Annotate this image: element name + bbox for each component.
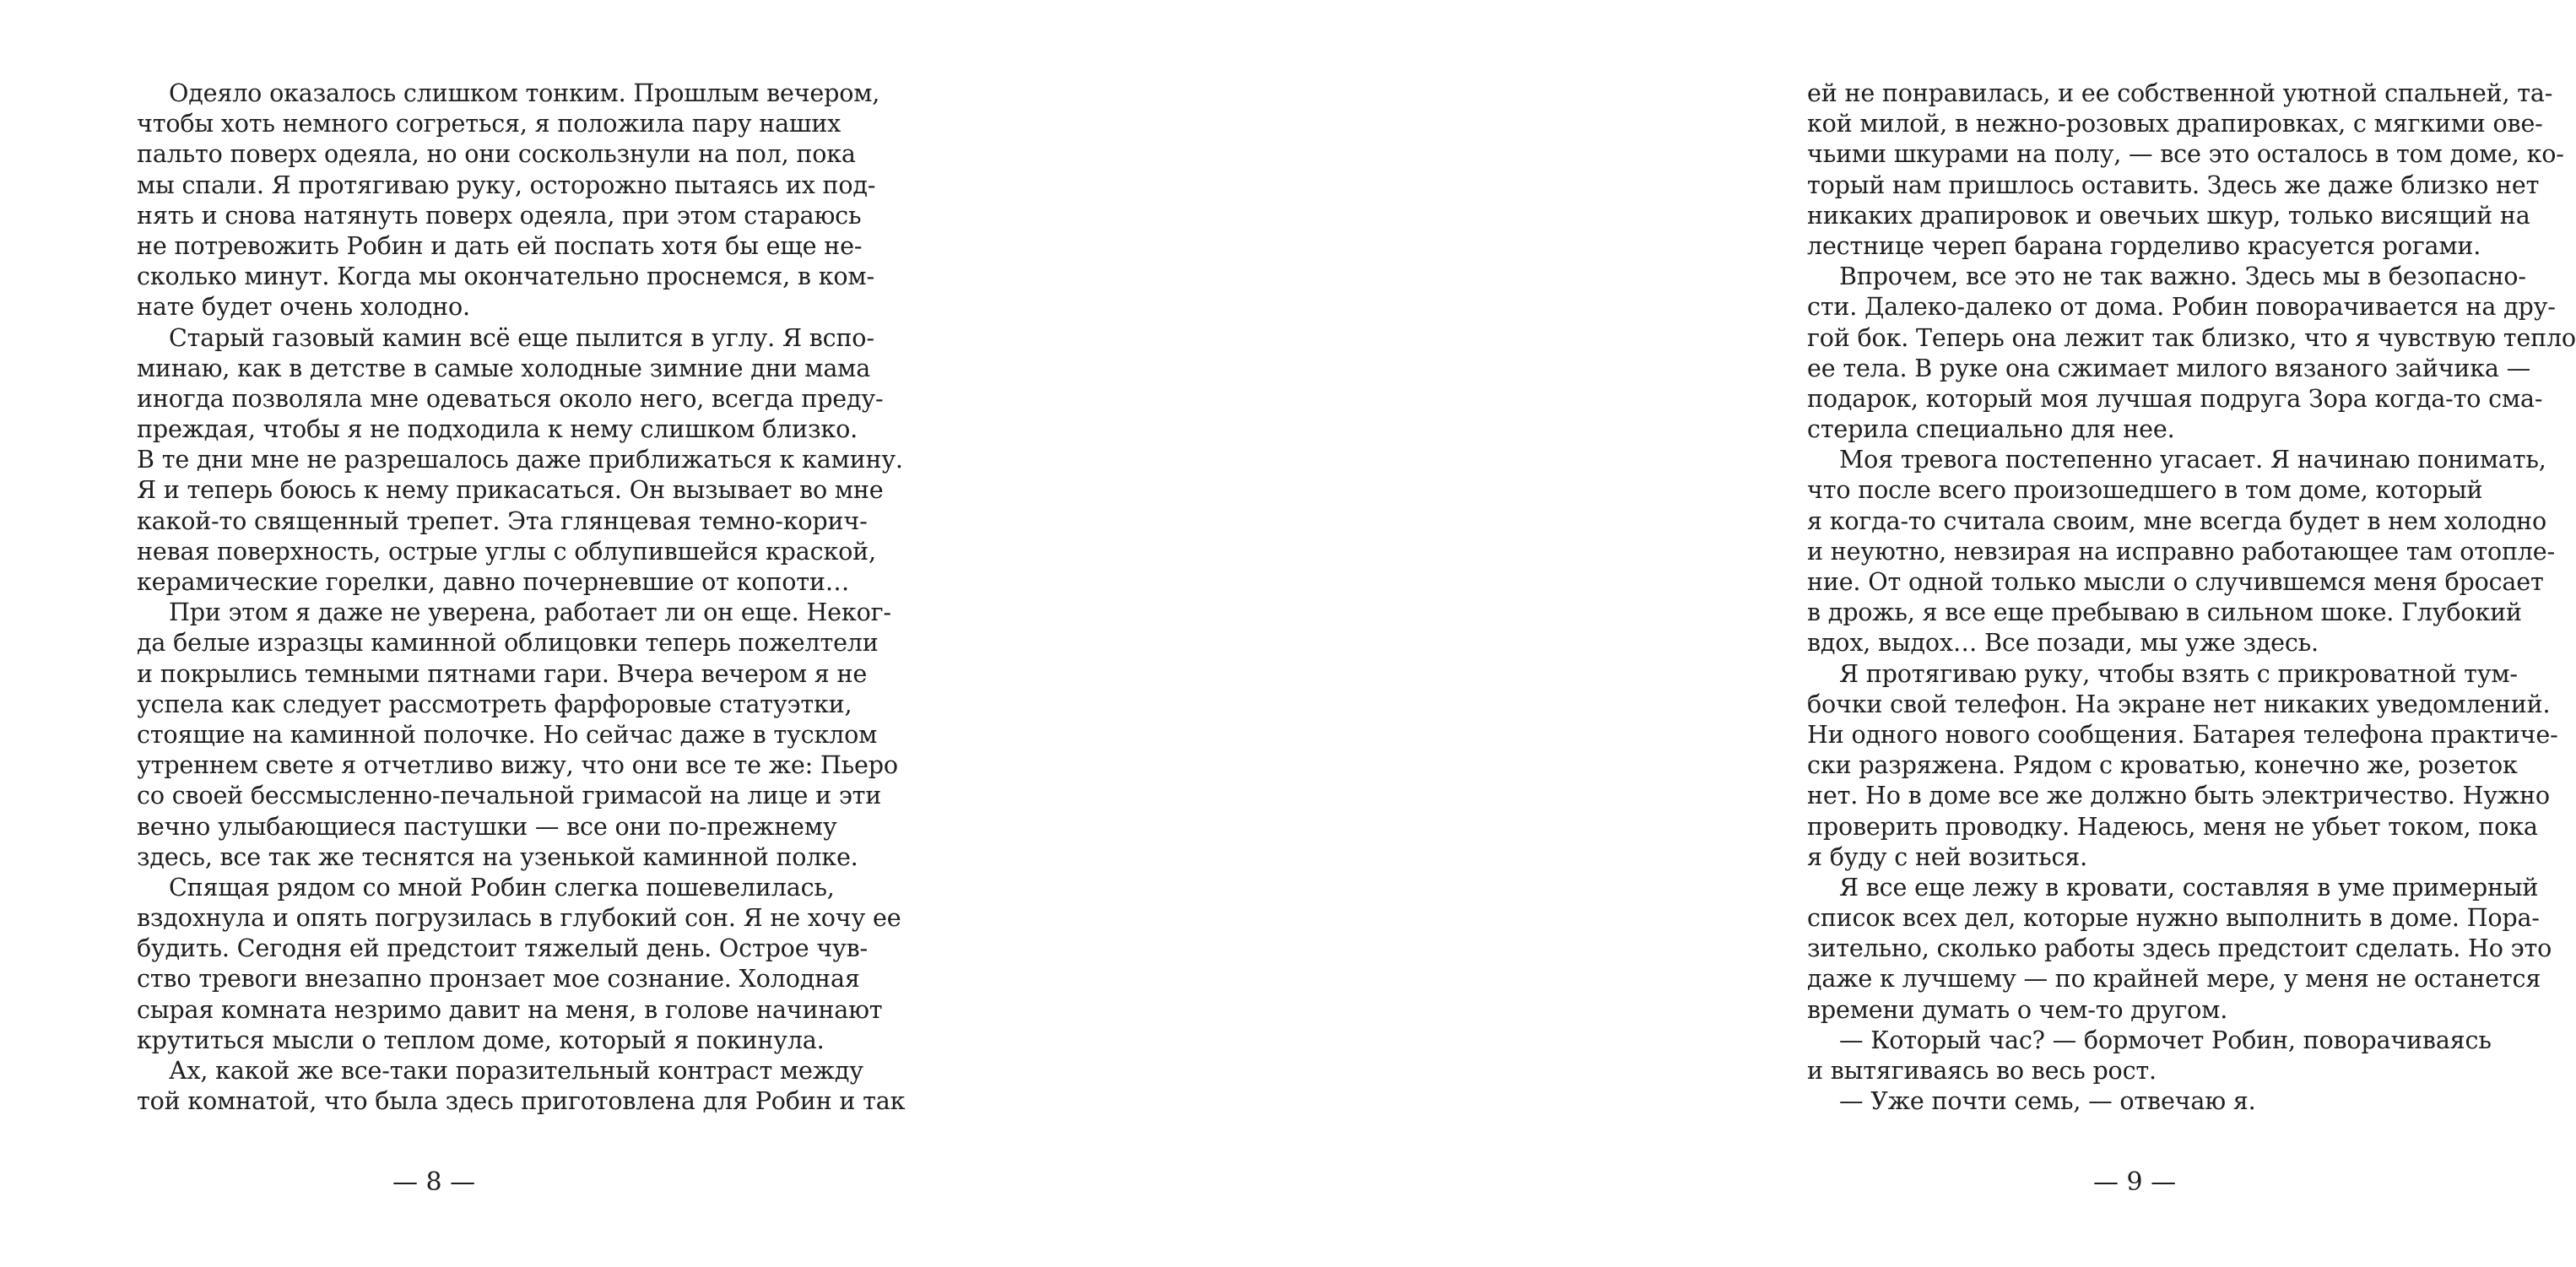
text-line: гой бок. Теперь она лежит так близко, что я чувствую тепло — [1807, 322, 2576, 352]
text-line: со своей бессмысленно-печальной гримасой на лице и эти — [137, 781, 882, 810]
text-line: Моя тревога постепенно угасает. Я начинаю понимать, — [1839, 445, 2546, 474]
text-line: я когда-то считала своим, мне всегда будет в нем холодно — [1807, 506, 2547, 535]
text-line: успела как следует рассмотреть фарфоровые статуэтки, — [137, 689, 852, 718]
text-line: проверить проводку. Надеюсь, меня не убьет током, пока — [1807, 811, 2538, 841]
text-line: ее тела. В руке она сжимает милого вязаного зайчика — — [1807, 353, 2531, 382]
text-line: Одеяло оказалось слишком тонким. Прошлым вечером, — [169, 79, 880, 107]
text-line: При этом я даже не уверена, работает ли он еще. Неког- — [169, 598, 891, 627]
text-line: я буду с ней возиться. — [1807, 842, 2088, 871]
text-line: будить. Сегодня ей предстоит тяжелый день. Острое чув- — [137, 934, 869, 963]
text-line: стерила специально для нее. — [1807, 414, 2175, 444]
text-line: вздохнула и опять погрузилась в глубокий сон. Я не хочу ее — [137, 903, 901, 933]
text-line: нять и снова натянуть поверх одеяла, при этом стараюсь — [137, 200, 862, 230]
text-line: сырая комната незримо давит на меня, в голове начинают — [137, 994, 883, 1024]
text-line: нате будет очень холодно. — [137, 292, 470, 322]
text-line: мы спали. Я протягиваю руку, осторожно пытаясь их под- — [137, 170, 876, 199]
text-line: ски разряжена. Рядом с кроватью, конечно же, розеток — [1807, 750, 2518, 780]
text-line: ние. От одной только мысли о случившемся меня бросает — [1807, 567, 2544, 596]
text-line: никаких драпировок и овечьих шкур, только висящий на — [1807, 200, 2530, 230]
text-line: Старый газовый камин всё еще пылится в углу. Я вспо- — [169, 322, 874, 352]
text-line: Я все еще лежу в кровати, составляя в уме примерный — [1839, 872, 2539, 902]
text-line: стоящие на каминной полочке. Но сейчас даже в тусклом — [137, 719, 878, 749]
text-line: нет. Но в доме все же должно быть электричество. Нужно — [1807, 781, 2550, 810]
left-page-number: — 8 — — [392, 1167, 476, 1197]
right-page-text — [1807, 78, 2576, 1116]
text-line: Ах, какой же все-таки поразительный контраст между — [169, 1056, 863, 1085]
text-line: Впрочем, все это не так важно. Здесь мы в безопасно- — [1839, 262, 2526, 291]
text-line: и неуютно, невзирая на исправно работающее там отопле- — [1807, 536, 2555, 566]
text-line: времени думать о чем-то другом. — [1807, 994, 2228, 1024]
text-line: подарок, который моя лучшая подруга Зора когда-то сма- — [1807, 383, 2543, 413]
right-page — [844, 0, 2576, 1267]
text-line: ей не понравилась, и ее собственной уютной спальней, та- — [1807, 79, 2553, 107]
text-line: иногда позволяла мне одеваться около него, всегда преду- — [137, 383, 884, 413]
text-line: — Который час? — бормочет Робин, поворачиваясь — [1839, 1025, 2492, 1054]
text-line: той комнатой, что была здесь приготовлена для Робин и так — [137, 1086, 906, 1116]
text-line: сколько минут. Когда мы окончательно проснемся, в ком- — [137, 262, 874, 291]
right-page-number: — 9 — — [2093, 1167, 2177, 1197]
text-line: Я протягиваю руку, чтобы взять с прикроватной тум- — [1839, 658, 2518, 688]
text-line: чтобы хоть немного согреться, я положила пару наших — [137, 109, 842, 138]
text-line: список всех дел, которые нужно выполнить в доме. Пора- — [1807, 903, 2540, 933]
text-line: невая поверхность, острые углы с облупившейся краской, — [137, 536, 876, 566]
text-line: Ни одного нового сообщения. Батарея телефона практиче- — [1807, 719, 2558, 749]
text-line: вечно улыбающиеся пастушки — все они по-прежнему — [137, 811, 837, 841]
text-line: вдох, выдох… Все позади, мы уже здесь. — [1807, 628, 2319, 658]
text-line: не потревожить Робин и дать ей поспать хотя бы еще не- — [137, 230, 863, 260]
text-line: торый нам пришлось оставить. Здесь же даже близко нет — [1807, 170, 2540, 199]
text-line: лестнице череп барана горделиво красуется рогами. — [1807, 230, 2481, 260]
text-line: чьими шкурами на полу, — все это осталось в том доме, ко- — [1807, 139, 2564, 169]
text-line: Я и теперь боюсь к нему прикасаться. Он вызывает во мне — [137, 475, 884, 505]
text-line: ство тревоги внезапно пронзает мое сознание. Холодная — [137, 964, 860, 994]
text-line: даже к лучшему — по крайней мере, у меня не останется — [1807, 964, 2541, 994]
text-line: здесь, все так же теснятся на узенькой каминной полке. — [137, 842, 858, 871]
left-page-text — [137, 78, 906, 1116]
text-line: пальто поверх одеяла, но они соскользнули на пол, пока — [137, 139, 856, 169]
text-line: В те дни мне не разрешалось даже приближаться к камину. — [137, 445, 903, 474]
text-line: что после всего произошедшего в том доме, который — [1807, 475, 2483, 505]
text-line: сти. Далеко-далеко от дома. Робин поворачивается на дру- — [1807, 292, 2556, 322]
text-line: крутиться мысли о теплом доме, который я покинула. — [137, 1025, 825, 1054]
text-line: бочки свой телефон. На экране нет никаких уведомлений. — [1807, 689, 2551, 718]
text-line: минаю, как в детстве в самые холодные зимние дни мама — [137, 353, 871, 382]
text-line: кой милой, в нежно-розовых драпировках, с мягкими ове- — [1807, 109, 2543, 138]
left-page — [0, 0, 906, 1267]
text-line: Спящая рядом со мной Робин слегка пошевелилась, — [169, 872, 835, 902]
text-line: керамические горелки, давно почерневшие от копоти… — [137, 567, 850, 596]
text-line: — Уже почти семь, — отвечаю я. — [1839, 1086, 2256, 1116]
text-line: и вытягиваясь во весь рост. — [1807, 1056, 2157, 1085]
text-line: да белые изразцы каминной облицовки теперь пожелтели — [137, 628, 879, 658]
text-line: преждая, чтобы я не подходила к нему слишком близко. — [137, 414, 858, 444]
text-line: и покрылись темными пятнами гари. Вчера вечером я не — [137, 658, 868, 688]
text-line: зительно, сколько работы здесь предстоит сделать. Но это — [1807, 934, 2552, 963]
text-line: в дрожь, я все еще пребываю в сильном шоке. Глубокий — [1807, 598, 2522, 627]
text-line: утреннем свете я отчетливо вижу, что они все те же: Пьеро — [137, 750, 898, 780]
text-line: какой-то священный трепет. Эта глянцевая темно-корич- — [137, 506, 868, 535]
